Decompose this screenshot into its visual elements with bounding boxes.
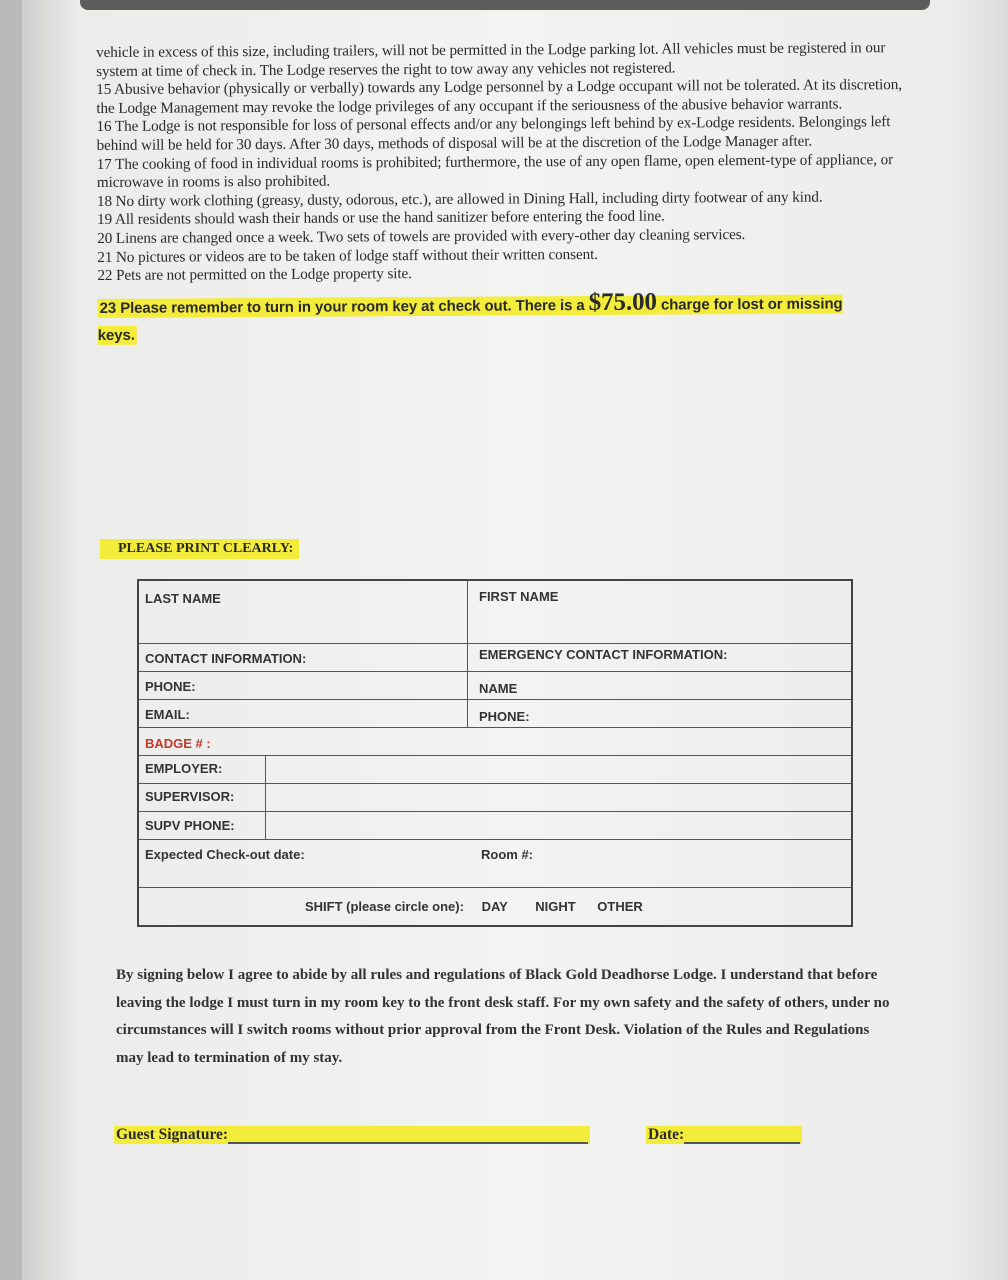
shift-other-option[interactable]: OTHER	[597, 899, 643, 914]
page-clip-shadow	[80, 0, 930, 10]
room-number-label: Room #:	[481, 847, 533, 862]
phone-label: PHONE:	[145, 679, 196, 694]
emergency-phone-field[interactable]	[473, 709, 851, 727]
guest-signature-row	[114, 1126, 590, 1144]
date-label: Date:	[648, 1126, 685, 1143]
supv-phone-field[interactable]	[267, 813, 851, 839]
shift-day-option[interactable]: DAY	[481, 899, 508, 914]
last-name-label: LAST NAME	[145, 591, 221, 606]
employer-label: EMPLOYER:	[145, 761, 223, 776]
rule-14-continued: vehicle in excess of this size, including trailers, will not be permitted in the Lodge parking lot. All vehicles must be registered in our system at time of check in. The Lodge reserves the right to tow away any vehicles not registered.	[96, 39, 886, 80]
form-divider	[139, 811, 851, 812]
rule-17: 17 The cooking of food in individual rooms is prohibited; furthermore, the use of any open flame, open element-type of appliance, or microwave in rooms is also prohibited.	[96, 150, 894, 192]
last-name-field[interactable]	[139, 601, 465, 641]
form-divider	[139, 671, 851, 672]
date-row	[646, 1126, 802, 1144]
agreement-text: By signing below I agree to abide by all rules and regulations of Black Gold Deadhorse Lodge. I understand that before leaving the lodge I must turn in my room key to the front desk staff. For my own safety and the safety of others, under no circumstances will I switch rooms without prior approval from the Front Desk. Violation of the Rules and Regulations may lead to termination of my stay.	[116, 967, 890, 1066]
rule-21: 21 No pictures or videos are to be taken of lodge staff without their written consent.	[97, 245, 598, 266]
badge-label: BADGE # :	[145, 736, 211, 751]
shift-label: SHIFT (please circle one):	[305, 899, 464, 914]
phone-field[interactable]	[139, 679, 465, 699]
guest-signature-label: Guest Signature:	[116, 1126, 229, 1143]
supv-phone-label: SUPV PHONE:	[145, 818, 235, 833]
form-divider	[139, 643, 851, 644]
email-label: EMAIL:	[145, 707, 190, 722]
rule-18: 18 No dirty work clothing (greasy, dusty, odorous, etc.), are allowed in Dining Hall, including dirty footwear of any kind.	[96, 188, 823, 210]
rule-19: 19 All residents should wash their hands or use the hand sanitizer before entering the food line.	[97, 207, 665, 229]
shift-row	[299, 899, 643, 914]
checkout-date-label: Expected Check-out date:	[145, 847, 305, 862]
supervisor-field[interactable]	[267, 785, 851, 811]
registration-form	[137, 579, 853, 927]
first-name-label: FIRST NAME	[479, 589, 559, 604]
first-name-field[interactable]	[471, 601, 851, 641]
guest-signature-line[interactable]	[228, 1128, 588, 1144]
key-fee-amount: $75.00	[588, 288, 657, 316]
form-divider	[139, 839, 851, 840]
form-column-divider	[467, 581, 468, 727]
rule-22: 22 Pets are not permitted on the Lodge property site.	[97, 265, 412, 285]
rule-23-after: charge for lost or missing keys.	[97, 295, 843, 344]
rule-23-before: 23 Please remember to turn in your room key at check out. There is a	[99, 296, 589, 317]
form-divider	[139, 887, 851, 888]
rules-list	[96, 39, 906, 349]
form-divider	[139, 727, 851, 728]
rule-23	[98, 287, 868, 349]
checkout-date-field[interactable]	[139, 847, 469, 887]
rule-20: 20 Linens are changed once a week. Two sets of towels are provided with every-other day cleaning services.	[97, 225, 746, 247]
room-number-field[interactable]	[475, 847, 851, 887]
contact-info-label: CONTACT INFORMATION:	[145, 651, 307, 666]
rule-16: 16 The Lodge is not responsible for loss of personal effects and/or any belongings left behind by ex-Lodge residents. Belongings left behind will be held for 30 days. After 30 days, methods of disposal will be at the discretion of the Lodge Manager after.	[96, 113, 891, 154]
emergency-name-label: NAME	[479, 681, 518, 696]
emergency-name-field[interactable]	[473, 681, 851, 699]
form-divider	[139, 699, 851, 700]
print-clearly-label: PLEASE PRINT CLEARLY:	[100, 539, 299, 559]
badge-field[interactable]	[139, 736, 851, 755]
emergency-phone-label: PHONE:	[479, 709, 530, 724]
email-field[interactable]	[139, 707, 465, 727]
date-line[interactable]	[684, 1128, 800, 1144]
form-divider	[139, 783, 851, 784]
rule-23-text	[97, 288, 843, 345]
shift-night-option[interactable]: NIGHT	[535, 899, 576, 914]
rule-15: 15 Abusive behavior (physically or verbally) towards any Lodge personnel by a Lodge occupant will not be tolerated. At its discretion, the Lodge Management may revoke the lodge privileges of any occupant if the seriousness of the abusive behavior warrants.	[96, 76, 902, 117]
form-divider	[139, 755, 851, 756]
supervisor-label: SUPERVISOR:	[145, 789, 235, 804]
form-column-divider	[265, 755, 266, 839]
employer-field[interactable]	[267, 757, 851, 783]
emergency-contact-label: EMERGENCY CONTACT INFORMATION:	[479, 647, 728, 662]
